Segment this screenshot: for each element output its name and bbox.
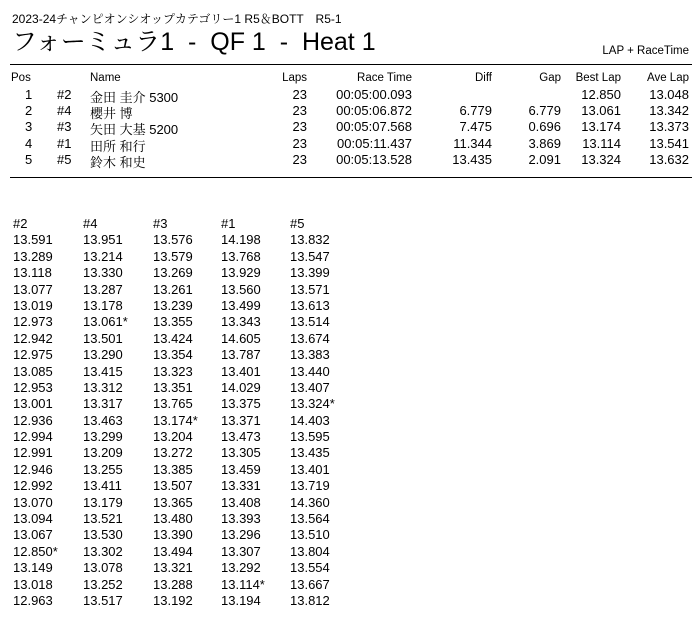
lap-time-cell: 14.198	[221, 232, 261, 248]
gap-cell: 2.091	[528, 151, 561, 167]
pos-cell: 4	[25, 135, 33, 151]
diff-header: Diff	[474, 72, 492, 84]
lap-time-cell: 13.324*	[290, 396, 335, 412]
lap-row	[0, 544, 400, 560]
lap-time-cell: 13.114*	[221, 576, 265, 592]
lap-time-cell: 13.560	[221, 281, 261, 297]
lap-time-cell: 13.547	[290, 248, 330, 264]
header-divider	[10, 64, 692, 65]
lap-time-cell: 13.401	[221, 363, 261, 379]
lap-time-cell: 13.399	[290, 265, 330, 281]
lap-time-cell: 13.579	[153, 248, 193, 264]
results-table	[0, 72, 700, 168]
lap-time-cell: 13.067	[13, 527, 53, 543]
lap-row	[0, 282, 400, 298]
ave-lap-cell: 13.342	[649, 103, 689, 119]
diff-cell: 13.435	[452, 151, 492, 167]
lap-time-cell: 13.252	[83, 576, 123, 592]
driver-name-cell: 田所 和行	[90, 138, 146, 154]
result-row	[0, 87, 700, 103]
lap-time-cell: 13.463	[83, 412, 123, 428]
lap-time-cell: 13.351	[153, 379, 193, 395]
lap-time-cell: 13.812	[290, 592, 330, 608]
lap-time-cell: 13.507	[153, 478, 193, 494]
lap-time-cell: 12.991	[13, 445, 53, 461]
lap-time-cell: 13.375	[221, 396, 261, 412]
lap-time-cell: 14.605	[221, 330, 261, 346]
lap-time-cell: 13.019	[13, 297, 53, 313]
lap-time-cell: 12.850*	[13, 543, 58, 559]
lap-row	[0, 560, 400, 576]
laps-cell: 23	[292, 151, 307, 167]
lap-row	[0, 298, 400, 314]
race-time-cell: 00:05:11.437	[337, 135, 412, 151]
laps-cell: 23	[292, 135, 307, 151]
gap-cell: 0.696	[528, 119, 561, 135]
lap-time-cell: 13.393	[221, 511, 261, 527]
car-number-cell: #4	[57, 103, 72, 119]
lap-time-cell: 13.459	[221, 461, 261, 477]
result-row	[0, 103, 700, 122]
lap-time-cell: 13.408	[221, 494, 261, 510]
driver-name-cell: 金田 圭介 5300	[90, 90, 179, 105]
lap-time-cell: 13.571	[290, 281, 330, 297]
event-name: 2023-24チャンピオンシオップカテゴリー1 R5＆BOTT R5-1	[12, 12, 342, 26]
lap-time-cell: 12.973	[13, 314, 53, 330]
pos-cell: 5	[25, 151, 33, 167]
diff-cell: 6.779	[459, 103, 492, 119]
best-lap-header: Best Lap	[575, 72, 621, 84]
driver-name-cell: 矢田 大基 5200	[90, 122, 179, 138]
lap-time-cell: 13.424	[153, 330, 193, 346]
lap-time-cell: 13.174*	[153, 412, 198, 428]
lap-times-body	[0, 232, 400, 609]
lap-time-cell: 13.390	[153, 527, 193, 543]
lap-time-cell: 13.292	[221, 560, 261, 576]
lap-time-cell: 13.239	[153, 297, 193, 313]
lap-time-cell: 13.440	[290, 363, 330, 379]
lap-time-cell: 13.517	[83, 592, 123, 608]
lap-time-cell: 13.272	[153, 445, 193, 461]
lap-row	[0, 527, 400, 543]
lap-row	[0, 478, 400, 494]
best-lap-cell: 13.114	[582, 135, 621, 151]
lap-time-cell: 13.407	[290, 379, 330, 395]
gap-cell: 3.869	[528, 135, 561, 151]
race-title: フォーミュラ1 - QF 1 - Heat 1	[12, 28, 376, 56]
results-divider	[10, 177, 692, 178]
lap-time-cell: 12.994	[13, 429, 53, 445]
diff-cell: 11.344	[453, 135, 492, 151]
pos-cell: 2	[25, 103, 33, 119]
lap-time-cell: 14.403	[290, 412, 330, 428]
car-number-cell: #3	[57, 119, 72, 135]
lap-time-cell: 13.804	[290, 543, 330, 559]
lap-time-cell: 13.354	[153, 347, 193, 363]
result-row	[0, 119, 700, 138]
lap-time-cell: 13.330	[83, 265, 123, 281]
lap-time-cell: 12.953	[13, 379, 53, 395]
lap-time-cell: 13.383	[290, 347, 330, 363]
gap-header: Gap	[539, 72, 561, 84]
lap-row	[0, 445, 400, 461]
lap-time-cell: 13.321	[153, 560, 193, 576]
report-type-label: LAP + RaceTime	[602, 45, 689, 57]
lap-time-cell: 13.317	[83, 396, 123, 412]
lap-time-cell: 13.499	[221, 297, 261, 313]
lap-time-cell: 13.554	[290, 560, 330, 576]
lap-time-cell: 13.085	[13, 363, 53, 379]
lap-time-cell: 13.929	[221, 265, 261, 281]
lap-time-cell: 13.061*	[83, 314, 128, 330]
lap-time-cell: 13.355	[153, 314, 193, 330]
race-time-cell: 00:05:00.093	[336, 87, 412, 102]
lap-time-cell: 12.975	[13, 347, 53, 363]
lap-row	[0, 511, 400, 527]
lap-time-cell: 13.832	[290, 232, 330, 248]
lap-time-cell: 13.192	[153, 592, 193, 608]
ave-lap-cell: 13.048	[649, 87, 689, 102]
best-lap-cell: 13.324	[581, 151, 621, 167]
results-header-row	[0, 72, 700, 87]
result-row	[0, 136, 700, 152]
lap-time-cell: 13.312	[83, 379, 123, 395]
lap-row	[0, 232, 400, 248]
lap-time-cell: 13.289	[13, 248, 53, 264]
lap-time-cell: 13.307	[221, 543, 261, 559]
lap-row	[0, 380, 400, 396]
lap-time-cell: 12.992	[13, 478, 53, 494]
best-lap-cell: 13.061	[581, 103, 621, 119]
lap-time-cell: 13.385	[153, 461, 193, 477]
lap-time-cell: 13.290	[83, 347, 123, 363]
lap-row	[0, 364, 400, 380]
lap-time-cell: 13.371	[221, 412, 261, 428]
ave-lap-cell: 13.541	[649, 135, 689, 151]
lap-row	[0, 347, 400, 363]
lap-time-cell: 13.765	[153, 396, 193, 412]
pos-cell: 1	[25, 87, 33, 102]
lap-row	[0, 314, 400, 330]
laps-cell: 23	[292, 87, 307, 102]
lap-row	[0, 462, 400, 478]
lap-time-cell: 13.674	[290, 330, 330, 346]
driver-name-cell: 鈴木 和史	[90, 154, 146, 170]
lap-time-cell: 13.269	[153, 265, 193, 281]
lap-time-cell: 13.204	[153, 429, 193, 445]
lap-time-cell: 13.401	[290, 461, 330, 477]
lap-time-cell: 13.494	[153, 543, 193, 559]
lap-time-cell: 12.963	[13, 592, 53, 608]
lap-time-cell: 13.323	[153, 363, 193, 379]
lap-time-cell: 14.360	[290, 494, 330, 510]
lap-time-cell: 13.480	[153, 511, 193, 527]
lap-time-cell: 13.787	[221, 347, 261, 363]
ave-lap-cell: 13.373	[649, 119, 689, 135]
lap-time-cell: 13.435	[290, 445, 330, 461]
result-row	[0, 152, 700, 168]
lap-time-cell: 13.768	[221, 248, 261, 264]
lap-time-cell: 13.094	[13, 511, 53, 527]
lap-time-cell: 13.214	[83, 248, 123, 264]
lap-time-cell: 13.209	[83, 445, 123, 461]
lap-row	[0, 249, 400, 265]
lap-row	[0, 495, 400, 511]
race-time-cell: 00:05:13.528	[336, 151, 412, 167]
lap-time-cell: 14.029	[221, 379, 261, 395]
lap-time-cell: 13.564	[290, 511, 330, 527]
pos-cell: 3	[25, 119, 33, 135]
lap-time-cell: 13.296	[221, 527, 261, 543]
lap-time-cell: 13.179	[83, 494, 123, 510]
lap-time-cell: 13.118	[13, 265, 52, 281]
lap-time-cell: 13.951	[83, 232, 123, 248]
lap-time-cell: 13.255	[83, 461, 123, 477]
lap-time-cell: 13.299	[83, 429, 123, 445]
lap-header-row	[0, 216, 400, 232]
lap-time-cell: 13.077	[13, 281, 53, 297]
lap-time-cell: 13.510	[290, 527, 330, 543]
lap-times-table	[0, 216, 400, 609]
lap-time-cell: 13.521	[83, 511, 123, 527]
lap-time-cell: 13.365	[153, 494, 193, 510]
lap-row	[0, 396, 400, 412]
laps-cell: 23	[292, 103, 307, 119]
lap-time-cell: 13.415	[83, 363, 123, 379]
ave-lap-header: Ave Lap	[647, 72, 689, 84]
lap-row	[0, 593, 400, 609]
lap-time-cell: 13.001	[13, 396, 53, 412]
race-time-cell: 00:05:07.568	[336, 119, 412, 135]
pos-header: Pos	[11, 72, 31, 84]
results-body	[0, 87, 700, 168]
lap-time-cell: 13.331	[221, 478, 261, 494]
best-lap-cell: 13.174	[581, 119, 621, 135]
ave-lap-cell: 13.632	[649, 151, 689, 167]
lap-time-cell: 13.070	[13, 494, 53, 510]
lap-time-cell: 12.942	[13, 330, 53, 346]
lap-time-cell: 12.946	[13, 461, 53, 477]
lap-time-cell: 13.719	[290, 478, 330, 494]
race-time-header: Race Time	[357, 72, 412, 84]
laps-header: Laps	[282, 72, 307, 84]
best-lap-cell: 12.850	[581, 87, 621, 102]
lap-time-cell: 13.473	[221, 429, 261, 445]
lap-time-cell: 13.078	[83, 560, 123, 576]
lap-time-cell: 13.178	[83, 297, 123, 313]
laps-cell: 23	[292, 119, 307, 135]
lap-row	[0, 577, 400, 593]
lap-time-cell: 13.667	[290, 576, 330, 592]
lap-time-cell: 13.530	[83, 527, 123, 543]
lap-time-cell: 13.302	[83, 543, 123, 559]
lap-time-cell: 13.194	[221, 592, 261, 608]
lap-time-cell: 13.018	[13, 576, 53, 592]
lap-time-cell: 13.287	[83, 281, 123, 297]
lap-row	[0, 331, 400, 347]
lap-time-cell: 13.343	[221, 314, 261, 330]
lap-time-cell: 13.501	[83, 330, 123, 346]
lap-time-cell: 12.936	[13, 412, 53, 428]
race-time-cell: 00:05:06.872	[336, 103, 412, 119]
lap-time-cell: 13.411	[83, 478, 122, 494]
car-number-cell: #1	[57, 135, 72, 151]
driver-name-cell: 櫻井 博	[90, 106, 133, 122]
lap-time-cell: 13.149	[13, 560, 53, 576]
lap-time-cell: 13.261	[153, 281, 193, 297]
lap-row	[0, 429, 400, 445]
lap-time-cell: 13.613	[290, 297, 330, 313]
lap-header-cell: #4	[83, 216, 98, 231]
lap-time-cell: 13.514	[290, 314, 330, 330]
car-number-cell: #2	[57, 87, 72, 102]
lap-header-cell: #3	[153, 216, 168, 231]
car-number-cell: #5	[57, 151, 72, 167]
name-header: Name	[90, 72, 121, 84]
lap-header-cell: #1	[221, 216, 236, 231]
lap-time-cell: 13.595	[290, 429, 330, 445]
lap-time-cell: 13.305	[221, 445, 261, 461]
lap-header-cell: #2	[13, 216, 28, 231]
lap-time-cell: 13.591	[13, 232, 53, 248]
lap-time-cell: 13.576	[153, 232, 193, 248]
lap-row	[0, 265, 400, 281]
lap-row	[0, 413, 400, 429]
lap-time-cell: 13.288	[153, 576, 193, 592]
gap-cell: 6.779	[528, 103, 561, 119]
lap-header-cell: #5	[290, 216, 305, 231]
diff-cell: 7.475	[459, 119, 492, 135]
